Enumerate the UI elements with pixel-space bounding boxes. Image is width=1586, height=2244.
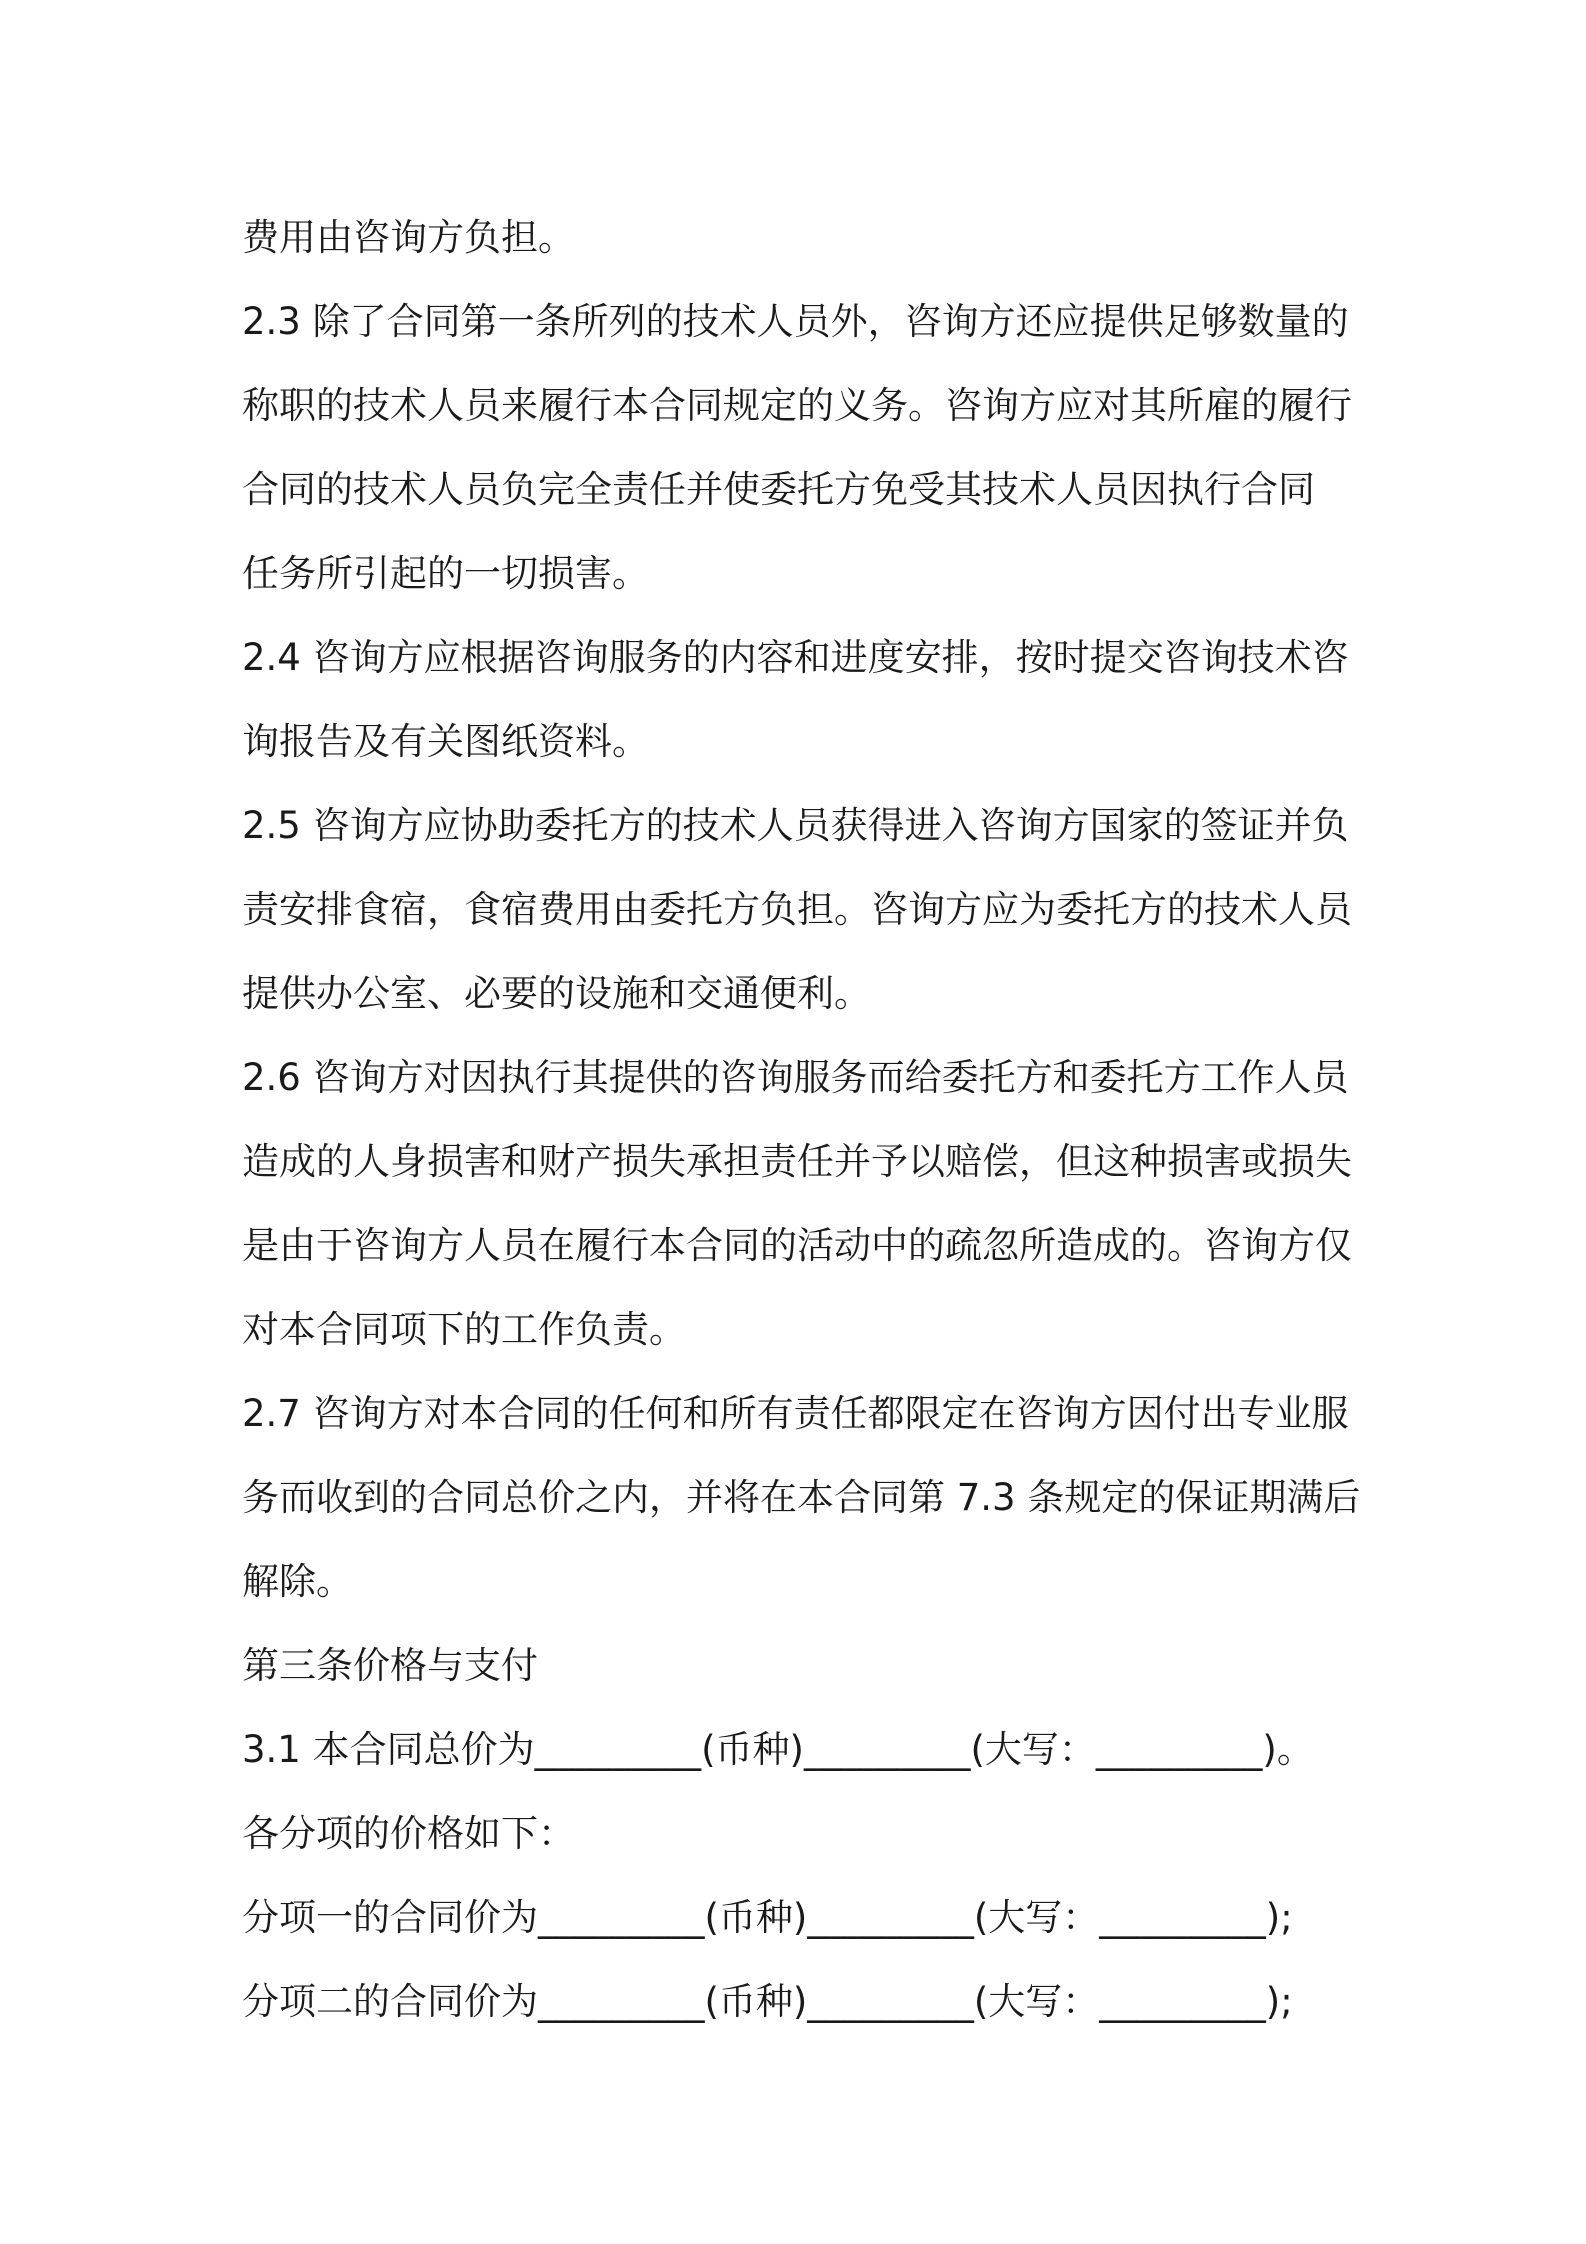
text-line: 2.4 咨询方应根据咨询服务的内容和进度安排，按时提交咨询技术咨	[242, 636, 1349, 679]
text-line: 任务所引起的一切损害。	[242, 552, 649, 595]
text-line: 3.1 本合同总价为_________(币种)_________(大写：_________)。	[242, 1728, 1314, 1771]
text-line: 责安排食宿，食宿费用由委托方负担。咨询方应为委托方的技术人员	[242, 888, 1352, 931]
text-line: 对本合同项下的工作负责。	[242, 1308, 686, 1351]
text-line: 解除。	[242, 1560, 353, 1603]
text-line: 务而收到的合同总价之内，并将在本合同第 7.3 条规定的保证期满后	[242, 1476, 1361, 1519]
text-line: 分项一的合同价为_________(币种)_________(大写：_________);	[242, 1896, 1293, 1939]
document-page	[242, 196, 1362, 2044]
section-heading: 第三条价格与支付	[242, 1644, 538, 1687]
text-line: 是由于咨询方人员在履行本合同的活动中的疏忽所造成的。咨询方仅	[242, 1224, 1352, 1267]
text-line: 2.5 咨询方应协助委托方的技术人员获得进入咨询方国家的签证并负	[242, 804, 1349, 847]
text-line: 造成的人身损害和财产损失承担责任并予以赔偿，但这种损害或损失	[242, 1140, 1352, 1183]
text-line: 提供办公室、必要的设施和交通便利。	[242, 972, 871, 1015]
text-line: 2.3 除了合同第一条所列的技术人员外，咨询方还应提供足够数量的	[242, 300, 1349, 343]
text-line: 2.6 咨询方对因执行其提供的咨询服务而给委托方和委托方工作人员	[242, 1056, 1349, 1099]
text-line: 合同的技术人员负完全责任并使委托方免受其技术人员因执行合同	[242, 468, 1315, 511]
text-line: 称职的技术人员来履行本合同规定的义务。咨询方应对其所雇的履行	[242, 384, 1352, 427]
text-line: 2.7 咨询方对本合同的任何和所有责任都限定在咨询方因付出专业服	[242, 1392, 1349, 1435]
text-line: 分项二的合同价为_________(币种)_________(大写：_________);	[242, 1980, 1293, 2023]
text-line: 费用由咨询方负担。	[242, 216, 575, 259]
text-line: 各分项的价格如下：	[242, 1812, 575, 1855]
text-line: 询报告及有关图纸资料。	[242, 720, 649, 763]
